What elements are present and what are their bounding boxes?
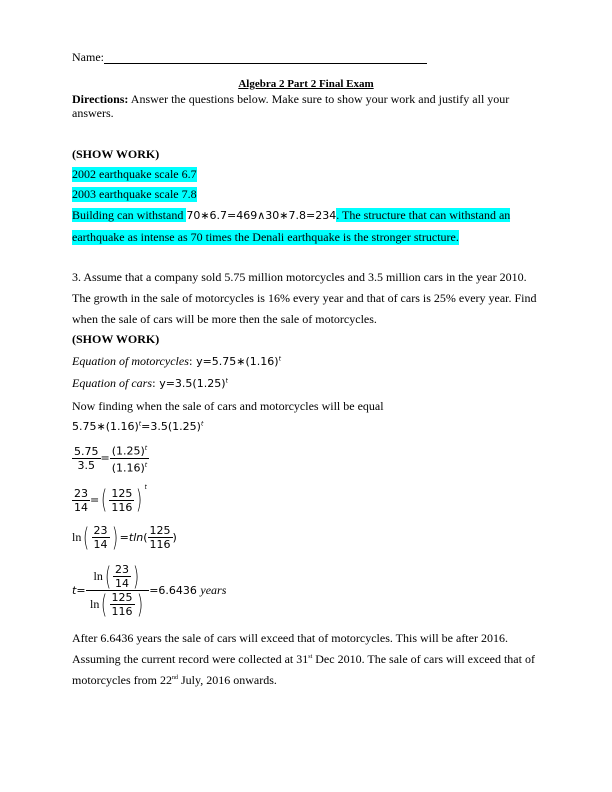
fraction	[72, 445, 101, 472]
name-label: Name:	[72, 50, 104, 64]
eq-equal-b: =3.5(1.25)	[141, 420, 201, 433]
highlight-line-1: 2002 earthquake scale 6.7	[72, 167, 197, 181]
equation-ratio-2: $\frac{23}{14}$ =( $\frac{125}{116}$ ) $^t$	[74, 484, 147, 515]
equation-cars	[72, 376, 228, 391]
big-fraction: ln( $\frac{23}{14}$ ) ln( $\frac{125}{116}$ )	[86, 563, 150, 618]
equation-t	[72, 563, 226, 618]
exp: t	[138, 420, 142, 428]
q3-paragraph-3: when the sale of cars will be more then the sale of motorcycles.	[72, 312, 377, 326]
exp: t	[144, 484, 147, 491]
num: 23	[115, 563, 130, 576]
ln: ln	[90, 597, 100, 611]
show-work-heading: (SHOW WORK)	[72, 147, 160, 161]
c2-sup: st	[308, 654, 313, 660]
eq: =	[119, 531, 129, 544]
eq: =	[100, 451, 110, 465]
den: 14	[93, 538, 108, 551]
conclusion-1: After 6.6436 years the sale of cars will exceed that of motorcycles. This will be after 2016.	[72, 631, 508, 645]
eq-cars-exp: t	[225, 377, 228, 385]
directions	[72, 92, 509, 107]
num: 23	[93, 524, 108, 537]
num: 5.75	[74, 444, 99, 458]
line3-text-a: Building can withstand	[72, 208, 187, 222]
fraction	[110, 442, 149, 474]
page-title: Algebra 2 Part 2 Final Exam	[238, 78, 374, 90]
exp: t	[144, 445, 148, 452]
num: 125	[149, 524, 171, 537]
t-label: t=	[72, 584, 86, 597]
den: 14	[74, 500, 88, 514]
tln: tln	[128, 531, 144, 544]
highlight-line-4: earthquake as intense as 70 times the Denali earthquake is the stronger structure.	[72, 230, 459, 244]
conclusion-2	[72, 652, 535, 667]
num: 125	[111, 591, 133, 604]
den: 3.5	[77, 458, 95, 472]
equation-equal	[72, 420, 203, 433]
directions-text-2: answers.	[72, 106, 114, 120]
eq: =	[90, 493, 100, 507]
c3-sup: nd	[171, 675, 178, 681]
num: (1.25)	[111, 444, 145, 458]
line3-math: 70∗6.7=469∧30∗7.8=234	[186, 209, 337, 222]
eq-equal-a: 5.75∗(1.16)	[72, 420, 139, 433]
result: =6.6436	[149, 584, 197, 597]
highlight-line-2: 2003 earthquake scale 7.8	[72, 187, 197, 201]
eq-moto: : y=5.75∗(1.16)	[188, 355, 279, 368]
directions-label: Directions:	[72, 92, 129, 106]
c3-b: July, 2016 onwards.	[177, 673, 277, 687]
c3-a: motorcycles from 22	[72, 673, 172, 687]
conclusion-3	[72, 673, 277, 688]
den: 116	[111, 605, 133, 618]
eq-moto-exp: t	[278, 355, 281, 363]
eq-moto-label: Equation of motorcycles	[72, 354, 189, 368]
equation-ratio-1	[72, 442, 149, 474]
ln: ln	[93, 569, 103, 583]
q3-show-work: (SHOW WORK)	[72, 332, 160, 346]
num: 23	[74, 486, 88, 500]
name-field-line[interactable]	[104, 63, 427, 64]
ln: ln	[72, 530, 82, 544]
eq-cars: : y=3.5(1.25)	[152, 377, 226, 390]
c2-a: Assuming the current record were collected at 31	[72, 652, 309, 666]
fraction	[109, 487, 134, 514]
equation-ln: ln( $\frac{23}{14}$ ) =tln( $\frac{125}{116}$ )	[72, 522, 177, 553]
q3-paragraph-2: The growth in the sale of motorcycles is 16% every year and that of cars is 25% every year. Find	[72, 291, 537, 305]
den: (1.16)	[111, 461, 145, 475]
equation-motorcycles	[72, 354, 281, 369]
q3-paragraph-1: 3. Assume that a company sold 5.75 million motorcycles and 3.5 million cars in the year 2010.	[72, 270, 527, 284]
eq-cars-label: Equation of cars	[72, 376, 152, 390]
directions-text: Answer the questions below. Make sure to show your work and justify all your	[128, 92, 510, 106]
exp: t	[200, 420, 204, 428]
c2-b: Dec 2010. The sale of cars will exceed that of	[312, 652, 535, 666]
den: 14	[115, 577, 130, 590]
line3-text-b: . The structure that can withstand an	[336, 208, 511, 222]
num: 125	[111, 486, 133, 500]
highlight-line-3	[72, 208, 510, 223]
den: 116	[149, 538, 171, 551]
fraction	[72, 487, 90, 514]
finding-text: Now finding when the sale of cars and motorcycles will be equal	[72, 399, 384, 413]
exp: t	[144, 461, 148, 469]
den: 116	[111, 500, 133, 514]
years: years	[200, 583, 227, 597]
